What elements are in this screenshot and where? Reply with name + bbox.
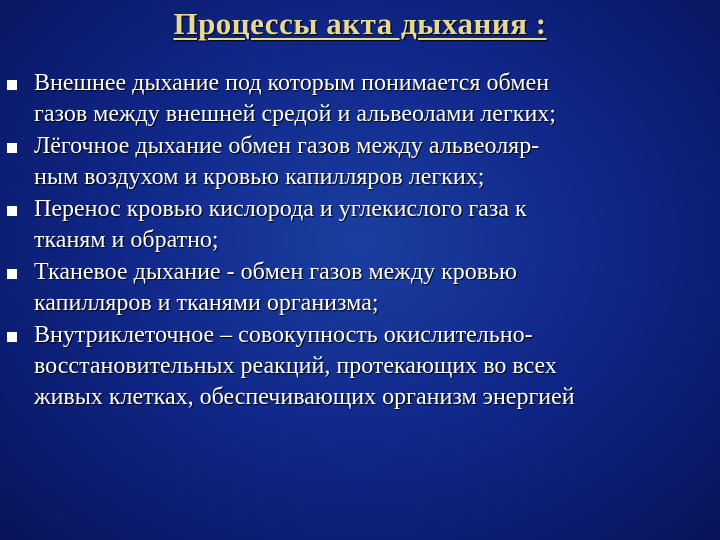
list-item (0, 320, 720, 413)
list-item (0, 194, 720, 256)
list-item-line: восстановительных реакций, протекающих во всех (34, 353, 557, 379)
list-item (0, 68, 720, 130)
slide-title: Процессы акта дыхания : (173, 6, 547, 41)
list-item-line: Лёгочное дыхание обмен газов между альвеоляр- (34, 133, 540, 159)
square-bullet-icon (7, 269, 17, 279)
square-bullet-icon (7, 332, 17, 342)
list-item-line: живых клетках, обеспечивающих организм энергией (34, 384, 575, 410)
list-item-line: газов между внешней средой и альвеолами легких; (34, 101, 556, 127)
list-item (0, 131, 720, 193)
list-item-line: тканям и обратно; (34, 227, 219, 253)
list-item-line: Внутриклеточное – совокупность окислительно- (34, 322, 533, 348)
list-item-line: Внешнее дыхание под которым понимается обмен (34, 70, 550, 96)
list-item (0, 257, 720, 319)
square-bullet-icon (7, 80, 17, 90)
bullet-list (0, 68, 720, 414)
square-bullet-icon (7, 206, 17, 216)
list-item-line: Перенос кровью кислорода и углекислого газа к (34, 196, 527, 222)
list-item-line: ным воздухом и кровью капилляров легких; (34, 164, 485, 190)
list-item-line: Тканевое дыхание - обмен газов между кровью (34, 259, 517, 285)
list-item-line: капилляров и тканями организма; (34, 290, 379, 316)
square-bullet-icon (7, 143, 17, 153)
